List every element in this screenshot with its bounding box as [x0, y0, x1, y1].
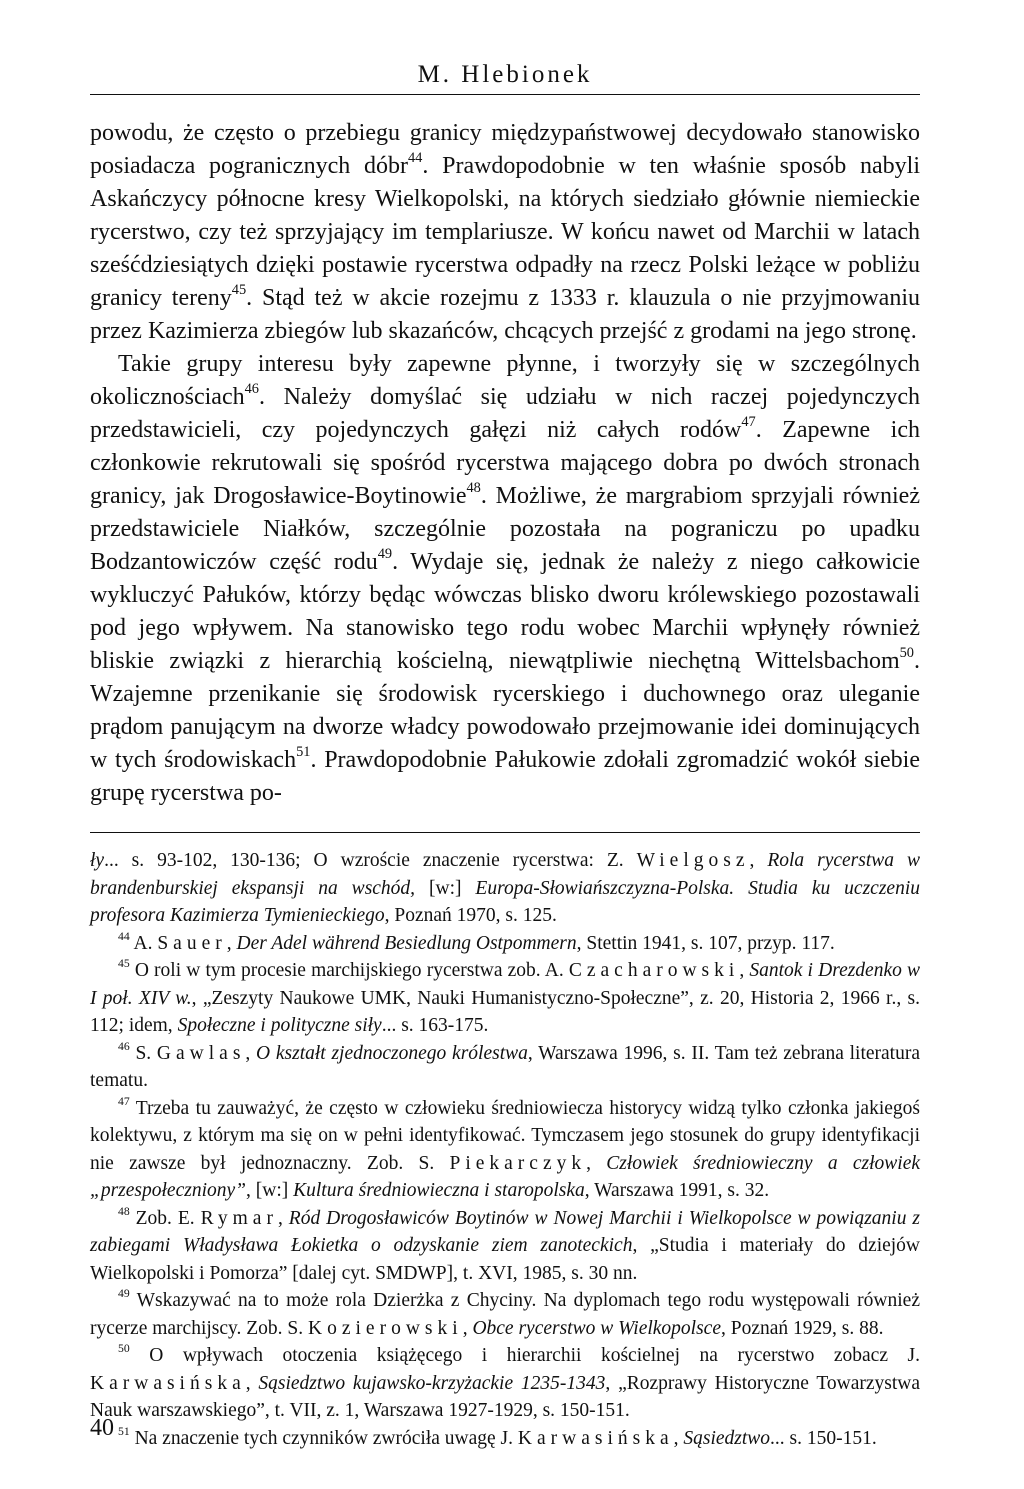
running-head: M. Hlebionek: [417, 61, 593, 88]
footnote-ref-49: 49: [377, 546, 393, 563]
paragraph-2: Takie grupy interesu były zapewne płynne, i tworzyły się w szczególnych okolicznościach$^{46}$. Należy domyślać się udziału w nich raczej pojedynczych przedstawicieli, czy pojedynczych gałęzi niż całych rodów$^{47}$. Zapewne ich członkowie rekrutowali się spośród rycerstwa mającego dobra po dwóch stronach granicy, jak Drogosławice-Boytinowie$^{48}$. Możliwe, że margrabiom sprzyjali również przedstawiciele Niałków, szczególnie pozostała na pograniczu po upadku Bodzantowiczów część rodu$^{49}$. Wydaje się, jednak że należy z niego całkowicie wykluczyć Pałuków, którzy będąc wówczas blisko dworu królewskiego pozostawali pod jego wpływem. Na stanowisko tego rodu wobec Marchii wpłynęły również bliskie związki z hierarchią kościelną, niewątpliwie niechętną Wittelsbachom$^{50}$. Wzajemne przenikanie się środowisk rycerskiego i duchownego oraz uleganie prądom panującym na dworze władcy powodowało przejmowanie idei dominujących w tych środowiskach$^{51}$. Prawdopodobnie Pałukowie zdołali zgromadzić wokół siebie grupę rycerstwa po-: [90, 351, 921, 806]
footnote-ref-48: 48: [466, 480, 481, 497]
footnote-ref-44: 44: [407, 150, 423, 167]
paragraph-1: powodu, że często o przebiegu granicy międzypaństwowej decydowało stanowisko posiadacza pogranicznych dóbr$^{44}$. Prawdopodobnie w ten właśnie sposób nabyli Askańczycy północne kresy Wielkopolski, na których siedziało głównie niemieckie rycerstwo, czy też sprzyjający im templariusze. W końcu nawet od Marchii w latach sześćdziesiątych dzięki postawie rycerstwa odpadły na rzecz Polski leżące w pobliżu granicy tereny$^{45}$. Stąd też w akcie rozejmu z 1333 r. klauzula o nie przyjmowaniu przez Kazimierza zbiegów lub skazańców, chcących przejść z grodami na jego stronę.: [90, 120, 921, 344]
footnote-ref-45: 45: [231, 282, 247, 299]
footnote-51: $^{51}$ Na znaczenie tych czynników zwróciła uwagę J. Karwasińska, Sąsiedztwo... s. 150-151.: [118, 1424, 877, 1449]
footnote-ref-47: 47: [741, 414, 756, 431]
footnote-rule: [90, 832, 920, 833]
header-rule: [90, 94, 920, 95]
main-text: [90, 117, 920, 810]
footnote-48: $^{48}$ Zob. E. Rymar, Ród Drogosławiców Boytinów w Nowej Marchii i Wielkopolsce w powiązaniu z zabiegami Władysława Łokietka o odzyskanie ziem zanoteckich, „Studia i materiały do dziejów Wielkopolski i Pomorza” [dalej cyt. SMDWP], t. XVI, 1985, s. 30 nn.: [90, 1204, 921, 1284]
footnote-ref-51: 51: [296, 744, 311, 761]
page: [90, 60, 920, 1452]
footnote-46: $^{46}$ S. Gawlas, O kształt zjednoczonego królestwa, Warszawa 1996, s. II. Tam też zebrana literatura tematu.: [90, 1039, 920, 1091]
footnotes: [90, 847, 920, 1452]
footnote-50: $^{50}$ O wpływach otoczenia książęcego i hierarchii kościelnej na rycerstwo zobacz J. Karwasińska, Sąsiedztwo kujawsko-krzyżackie 1235-1343, „Rozprawy Historyczne Towarzystwa Nauk warszawskiego”, t. VII, z. 1, Warszawa 1927-1929, s. 150-151.: [90, 1342, 921, 1421]
footnote-continuation: ły... s. 93-102, 130-136; O wzroście znaczenie rycerstwa: Z. Wielgosz, Rola rycerstwa w brandenburskiej ekspansji na wschód, [w:] Europa-Słowiańszczyzna-Polska. Studia ku uczczeniu profesora Kazimierza Tymienieckiego, Poznań 1970, s. 125.: [90, 850, 921, 926]
footnote-ref-46: 46: [244, 381, 259, 398]
footnote-47: $^{47}$ Trzeba tu zauważyć, że często w człowieku średniowiecza historycy widzą tylko członka jakiegoś kolektywu, z którym ma się on w pełni identyfikować. Tymczasem jego stosunek do grupy identyfikacji nie zawsze był jednoznaczny. Zob. S. Piekarczyk, Człowiek średniowieczny a człowiek „przespołeczniony”, [w:] Kultura średniowieczna i staropolska, Warszawa 1991, s. 32.: [90, 1094, 920, 1201]
footnote-44: $^{44}$ A. Sauer, Der Adel während Besiedlung Ostpommern, Stettin 1941, s. 107, przyp. 117.: [118, 929, 835, 954]
page-number: 40: [90, 1415, 114, 1441]
footnote-45: $^{45}$ O roli w tym procesie marchijskiego rycerstwa zob. A. Czacharowski, Santok i Drezdenko w I poł. XIV w., „Zeszyty Naukowe UMK, Nauki Humanistyczno-Społeczne”, z. 20, Historia 2, 1966 r., s. 112; idem, Społeczne i polityczne siły... s. 163-175.: [90, 957, 921, 1036]
footnote-ref-50: 50: [899, 645, 914, 662]
footnote-49: $^{49}$ Wskazywać na to może rola Dzierżka z Chyciny. Na dyplomach tego rodu występowali również rycerze marchijscy. Zob. S. Kozierowski, Obce rycerstwo w Wielkopolsce, Poznań 1929, s. 88.: [90, 1287, 920, 1339]
